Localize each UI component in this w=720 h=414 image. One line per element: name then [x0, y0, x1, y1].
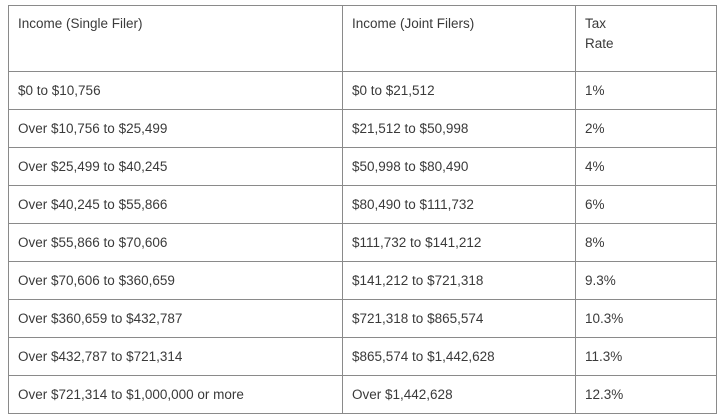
- header-tax-rate-line1: Tax: [585, 16, 607, 31]
- table-row: [9, 376, 717, 414]
- cell-joint-income: $865,574 to $1,442,628: [343, 338, 576, 376]
- cell-tax-rate: 11.3%: [576, 338, 717, 376]
- table-header-row: [9, 6, 717, 72]
- cell-tax-rate: 12.3%: [576, 376, 717, 414]
- header-single-filer: Income (Single Filer): [9, 6, 343, 72]
- cell-joint-income: $0 to $21,512: [343, 72, 576, 110]
- cell-tax-rate: 6%: [576, 186, 717, 224]
- header-tax-rate: [576, 6, 717, 72]
- cell-tax-rate: 2%: [576, 110, 717, 148]
- table-row: [9, 338, 717, 376]
- cell-single-income: Over $721,314 to $1,000,000 or more: [9, 376, 343, 414]
- cell-joint-income: $21,512 to $50,998: [343, 110, 576, 148]
- cell-single-income: Over $360,659 to $432,787: [9, 300, 343, 338]
- table-row: [9, 72, 717, 110]
- cell-joint-income: $141,212 to $721,318: [343, 262, 576, 300]
- table-row: [9, 110, 717, 148]
- header-joint-filers: Income (Joint Filers): [343, 6, 576, 72]
- cell-tax-rate: 1%: [576, 72, 717, 110]
- table-row: [9, 262, 717, 300]
- tax-rate-table: [8, 5, 717, 414]
- cell-single-income: Over $55,866 to $70,606: [9, 224, 343, 262]
- cell-joint-income: $111,732 to $141,212: [343, 224, 576, 262]
- cell-tax-rate: 10.3%: [576, 300, 717, 338]
- table-row: [9, 300, 717, 338]
- cell-single-income: Over $432,787 to $721,314: [9, 338, 343, 376]
- cell-tax-rate: 9.3%: [576, 262, 717, 300]
- cell-single-income: Over $10,756 to $25,499: [9, 110, 343, 148]
- table-row: [9, 148, 717, 186]
- cell-single-income: Over $25,499 to $40,245: [9, 148, 343, 186]
- cell-joint-income: $721,318 to $865,574: [343, 300, 576, 338]
- cell-single-income: $0 to $10,756: [9, 72, 343, 110]
- cell-tax-rate: 8%: [576, 224, 717, 262]
- table-row: [9, 186, 717, 224]
- cell-joint-income: Over $1,442,628: [343, 376, 576, 414]
- cell-joint-income: $50,998 to $80,490: [343, 148, 576, 186]
- cell-single-income: Over $40,245 to $55,866: [9, 186, 343, 224]
- cell-single-income: Over $70,606 to $360,659: [9, 262, 343, 300]
- table-row: [9, 224, 717, 262]
- header-tax-rate-line2: Rate: [585, 36, 614, 51]
- cell-joint-income: $80,490 to $111,732: [343, 186, 576, 224]
- cell-tax-rate: 4%: [576, 148, 717, 186]
